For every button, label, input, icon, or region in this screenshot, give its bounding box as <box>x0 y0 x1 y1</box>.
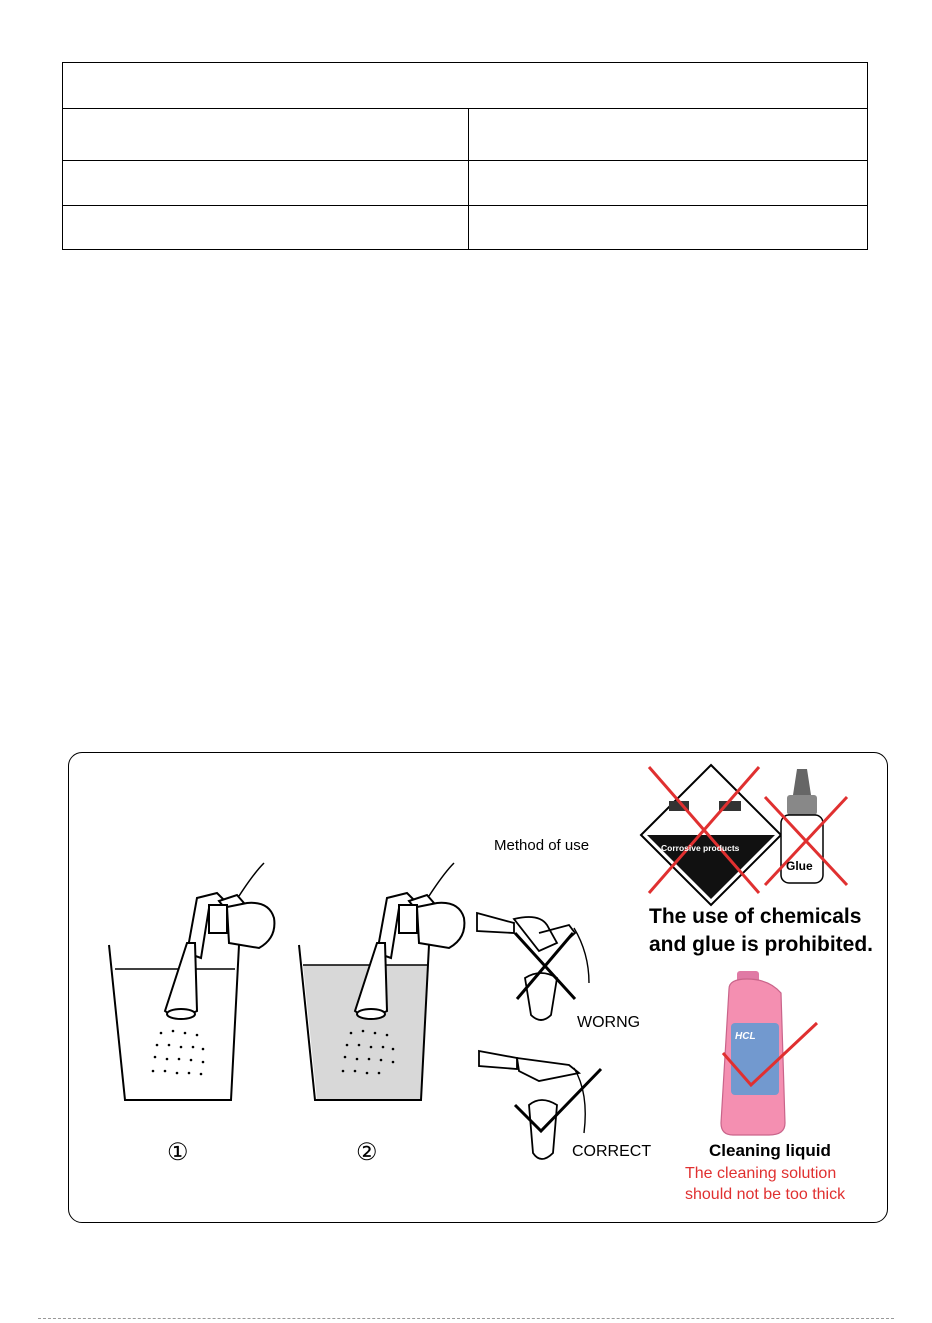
wrong-method-label: WORNG <box>577 1014 641 1031</box>
table-header-cell <box>63 63 868 109</box>
spec-table <box>62 62 868 250</box>
table-cell <box>63 161 469 205</box>
liquid-note-line1: The cleaning solution <box>685 1165 837 1182</box>
table-cell <box>63 108 469 161</box>
page-footer-divider <box>38 1318 894 1319</box>
wrong-method-illustration <box>477 913 589 1020</box>
step1-label: ① <box>167 1139 189 1166</box>
method-of-use-title: Method of use <box>494 837 590 854</box>
corrosive-products-text: Corrosive products <box>661 843 740 853</box>
table-row <box>63 205 868 249</box>
table-cell <box>469 108 868 161</box>
usage-illustration-panel <box>68 752 888 1223</box>
step2-label: ② <box>356 1139 378 1166</box>
table-cell <box>469 161 868 205</box>
prohibition-warning <box>649 903 873 959</box>
glue-text: Glue <box>786 859 813 873</box>
corrosive-warning-sign <box>641 765 781 905</box>
table-cell <box>469 205 868 249</box>
cleaning-liquid-bottle-icon <box>721 971 817 1135</box>
liquid-note-line2: should not be too thick <box>685 1186 846 1203</box>
warning-line2: and glue is prohibited. <box>649 933 874 956</box>
cleaning-liquid-note <box>685 1163 845 1205</box>
correct-method-label: CORRECT <box>572 1143 652 1160</box>
step1-illustration <box>109 863 274 1100</box>
table-row <box>63 161 868 205</box>
table-cell <box>63 205 469 249</box>
table-row <box>63 63 868 109</box>
step2-illustration <box>299 863 464 1100</box>
table-row <box>63 108 868 161</box>
bottle-brand-text: HCL <box>735 1031 756 1042</box>
warning-line1: The use of chemicals <box>649 905 862 928</box>
cleaning-liquid-title: Cleaning liquid <box>709 1141 831 1160</box>
